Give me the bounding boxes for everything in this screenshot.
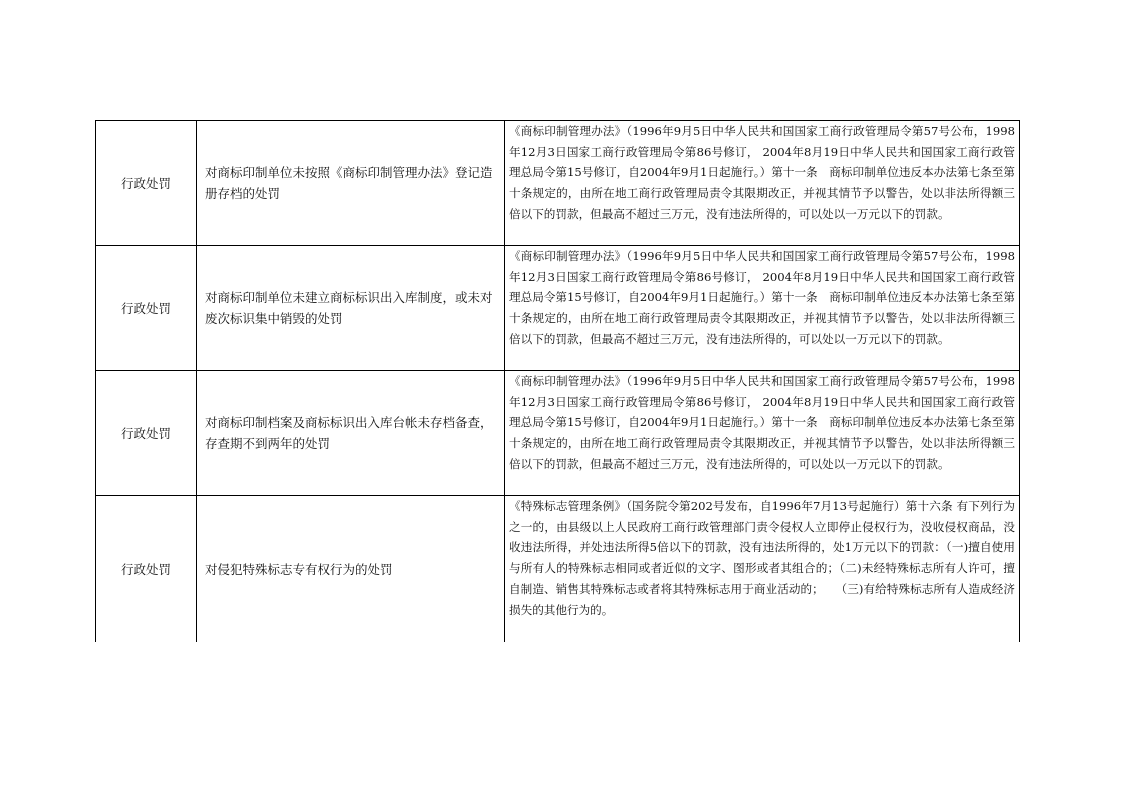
table-row <box>96 246 1020 371</box>
penalty-item-cell: 对商标印制单位未按照《商标印制管理办法》登记造册存档的处罚 <box>197 121 505 246</box>
penalty-item-cell: 对商标印制单位未建立商标标识出入库制度，或未对废次标识集中销毁的处罚 <box>197 246 505 371</box>
penalty-type-cell: 行政处罚 <box>96 496 197 643</box>
penalty-table <box>95 120 1020 642</box>
table-row <box>96 496 1020 643</box>
legal-basis-cell: 《商标印制管理办法》（1996年9月5日中华人民共和国国家工商行政管理局令第57号公布，1998年12月3日国家工商行政管理局令第86号修订， 2004年8月19日中华人民共和国国家工商行政管理总局令第15号修订，自2004年9月1日起施行。）第十一条 商标印制单位违反本办法第七条至第十条规定的，由所在地工商行政管理局责令其限期改正，并视其情节予以警告，处以非法所得额三倍以下的罚款，但最高不超过三万元，没有违法所得的，可以处以一万元以下的罚款。 <box>505 121 1020 246</box>
legal-basis-cell: 《商标印制管理办法》（1996年9月5日中华人民共和国国家工商行政管理局令第57号公布，1998年12月3日国家工商行政管理局令第86号修订， 2004年8月19日中华人民共和国国家工商行政管理总局令第15号修订，自2004年9月1日起施行。）第十一条 商标印制单位违反本办法第七条至第十条规定的，由所在地工商行政管理局责令其限期改正，并视其情节予以警告，处以非法所得额三倍以下的罚款，但最高不超过三万元，没有违法所得的，可以处以一万元以下的罚款。 <box>505 371 1020 496</box>
table-row <box>96 121 1020 246</box>
legal-basis-cell: 《特殊标志管理条例》（国务院令第202号发布，自1996年7月13号起施行）第十六条 有下列行为之一的，由县级以上人民政府工商行政管理部门责令侵权人立即停止侵权行为，没收侵权商品，没收违法所得，并处违法所得5倍以下的罚款，没有违法所得的，处1万元以下的罚款：（一)擅自使用与所有人的特殊标志相同或者近似的文字、图形或者其组合的；（二)未经特殊标志所有人许可，擅自制造、销售其特殊标志或者将其特殊标志用于商业活动的； （三)有给特殊标志所有人造成经济损失的其他行为的。 <box>505 496 1020 643</box>
penalty-table-container <box>95 120 1019 642</box>
penalty-item-cell: 对商标印制档案及商标标识出入库台帐未存档备查，存查期不到两年的处罚 <box>197 371 505 496</box>
penalty-type-cell: 行政处罚 <box>96 121 197 246</box>
penalty-type-cell: 行政处罚 <box>96 371 197 496</box>
penalty-item-cell: 对侵犯特殊标志专有权行为的处罚 <box>197 496 505 643</box>
penalty-type-cell: 行政处罚 <box>96 246 197 371</box>
table-row <box>96 371 1020 496</box>
legal-basis-cell: 《商标印制管理办法》（1996年9月5日中华人民共和国国家工商行政管理局令第57号公布，1998年12月3日国家工商行政管理局令第86号修订， 2004年8月19日中华人民共和国国家工商行政管理总局令第15号修订，自2004年9月1日起施行。）第十一条 商标印制单位违反本办法第七条至第十条规定的，由所在地工商行政管理局责令其限期改正，并视其情节予以警告，处以非法所得额三倍以下的罚款，但最高不超过三万元，没有违法所得的，可以处以一万元以下的罚款。 <box>505 246 1020 371</box>
